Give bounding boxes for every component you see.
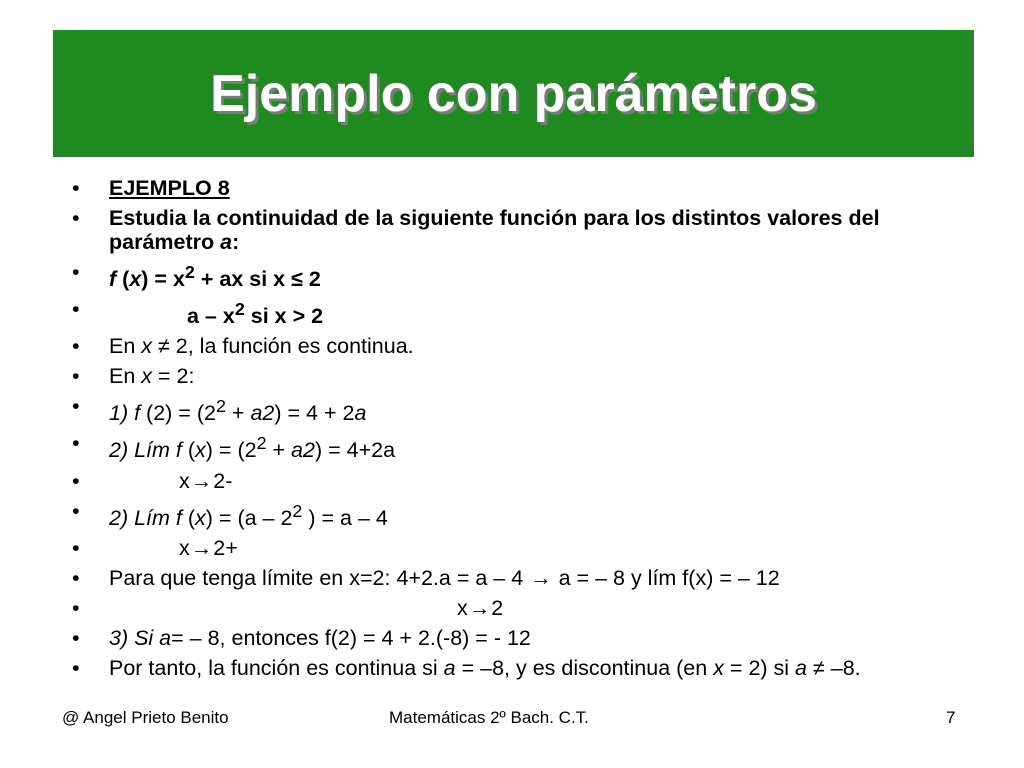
text-fragment: a bbox=[795, 655, 807, 680]
func-f: f bbox=[109, 267, 117, 292]
text-fragment: 3) Si a bbox=[109, 625, 172, 650]
text-fragment: ) = (a – 2 bbox=[205, 505, 293, 530]
list-item bbox=[72, 297, 952, 328]
text-fragment: + bbox=[225, 401, 251, 426]
text-fragment: ≠ 2, la función es continua. bbox=[152, 334, 414, 359]
arrow-right-icon: → bbox=[190, 535, 213, 560]
list-item bbox=[72, 536, 952, 560]
text-fragment: x bbox=[179, 468, 190, 493]
list-item bbox=[72, 206, 952, 254]
text-fragment: x bbox=[457, 595, 468, 620]
text-fragment: = – 8, entonces f(2) = 4 + 2.(-8) = - 12 bbox=[171, 625, 531, 650]
list-item bbox=[72, 469, 952, 493]
var-x: x bbox=[195, 438, 206, 463]
text-fragment: ) = x bbox=[141, 267, 185, 292]
text-fragment: ) = (2 bbox=[205, 438, 257, 463]
text-fragment: ) = 4 + 2 bbox=[274, 401, 355, 426]
list-item bbox=[72, 431, 952, 462]
list-item bbox=[72, 596, 952, 620]
text-fragment: a2 bbox=[250, 401, 275, 426]
var-x: x bbox=[195, 505, 206, 530]
text-fragment: a bbox=[443, 655, 456, 680]
arrow-right-icon: → bbox=[530, 565, 552, 590]
text-fragment: ) = 4+2a bbox=[314, 438, 396, 463]
text-fragment: 2 bbox=[491, 595, 504, 620]
text-fragment: = –8, y es discontinua (en bbox=[455, 655, 714, 680]
arrow-right-icon: → bbox=[190, 468, 213, 493]
example-heading: EJEMPLO 8 bbox=[109, 176, 230, 200]
text-fragment: 2) Lím f bbox=[109, 505, 182, 530]
text-fragment: (2) = (2 bbox=[140, 401, 216, 426]
text-fragment: si x > 2 bbox=[244, 304, 324, 329]
page-number: 7 bbox=[946, 708, 956, 727]
list-item bbox=[72, 566, 952, 590]
text-fragment: a2 bbox=[291, 438, 315, 463]
text-fragment: Para que tenga límite en x=2: 4+2.a = a – 4 bbox=[109, 565, 530, 590]
var-x: x bbox=[129, 267, 142, 292]
exponent: 2 bbox=[215, 396, 226, 417]
statement-end: : bbox=[232, 230, 240, 254]
list-item bbox=[72, 656, 952, 680]
text-fragment: x bbox=[713, 655, 724, 680]
var-x: x bbox=[141, 364, 153, 389]
list-item bbox=[72, 626, 952, 650]
text-fragment: 2) Lím f bbox=[109, 438, 182, 463]
footer-author: @ Angel Prieto Benito bbox=[62, 708, 229, 727]
text-fragment: ( bbox=[181, 438, 196, 463]
bullet-list bbox=[72, 176, 952, 686]
text-fragment: En bbox=[109, 334, 142, 359]
list-item bbox=[72, 176, 952, 200]
list-item bbox=[72, 260, 952, 291]
text-fragment: 1) f bbox=[109, 401, 141, 426]
list-item bbox=[72, 394, 952, 425]
text-fragment: ≠ –8. bbox=[807, 655, 861, 680]
exponent: 2 bbox=[234, 299, 245, 320]
text-fragment: ) = a – 4 bbox=[302, 505, 388, 530]
param-a: a bbox=[220, 230, 233, 254]
footer-course: Matemáticas 2º Bach. C.T. bbox=[389, 708, 589, 727]
text-fragment: Por tanto, la función es continua si bbox=[109, 655, 444, 680]
slide-title: Ejemplo con parámetros bbox=[210, 64, 817, 123]
text-fragment: + bbox=[266, 438, 292, 463]
list-item bbox=[72, 364, 952, 388]
arrow-right-icon: → bbox=[468, 595, 491, 620]
exponent: 2 bbox=[292, 500, 303, 521]
text-fragment: = 2) si bbox=[723, 655, 796, 680]
text-fragment: + ax si x ≤ 2 bbox=[194, 267, 321, 292]
text-fragment: a – x bbox=[187, 304, 235, 329]
text-fragment: 2- bbox=[213, 468, 233, 493]
text-fragment: x bbox=[179, 535, 190, 560]
exponent: 2 bbox=[184, 262, 195, 282]
text-fragment: En bbox=[109, 364, 142, 389]
text-fragment: a = – 8 y lím f(x) = – 12 bbox=[552, 565, 780, 590]
exponent: 2 bbox=[256, 433, 267, 454]
var-x: x bbox=[141, 334, 153, 359]
list-item bbox=[72, 334, 952, 358]
statement-text: Estudia la continuidad de la siguiente función para los distintos valores del parámetro bbox=[109, 206, 880, 254]
text-fragment: ( bbox=[116, 267, 130, 292]
list-item bbox=[72, 499, 952, 530]
title-banner bbox=[53, 30, 974, 157]
text-fragment: 2+ bbox=[213, 535, 238, 560]
text-fragment: a bbox=[354, 401, 367, 426]
text-fragment: ( bbox=[181, 505, 196, 530]
text-fragment: = 2: bbox=[152, 364, 195, 389]
